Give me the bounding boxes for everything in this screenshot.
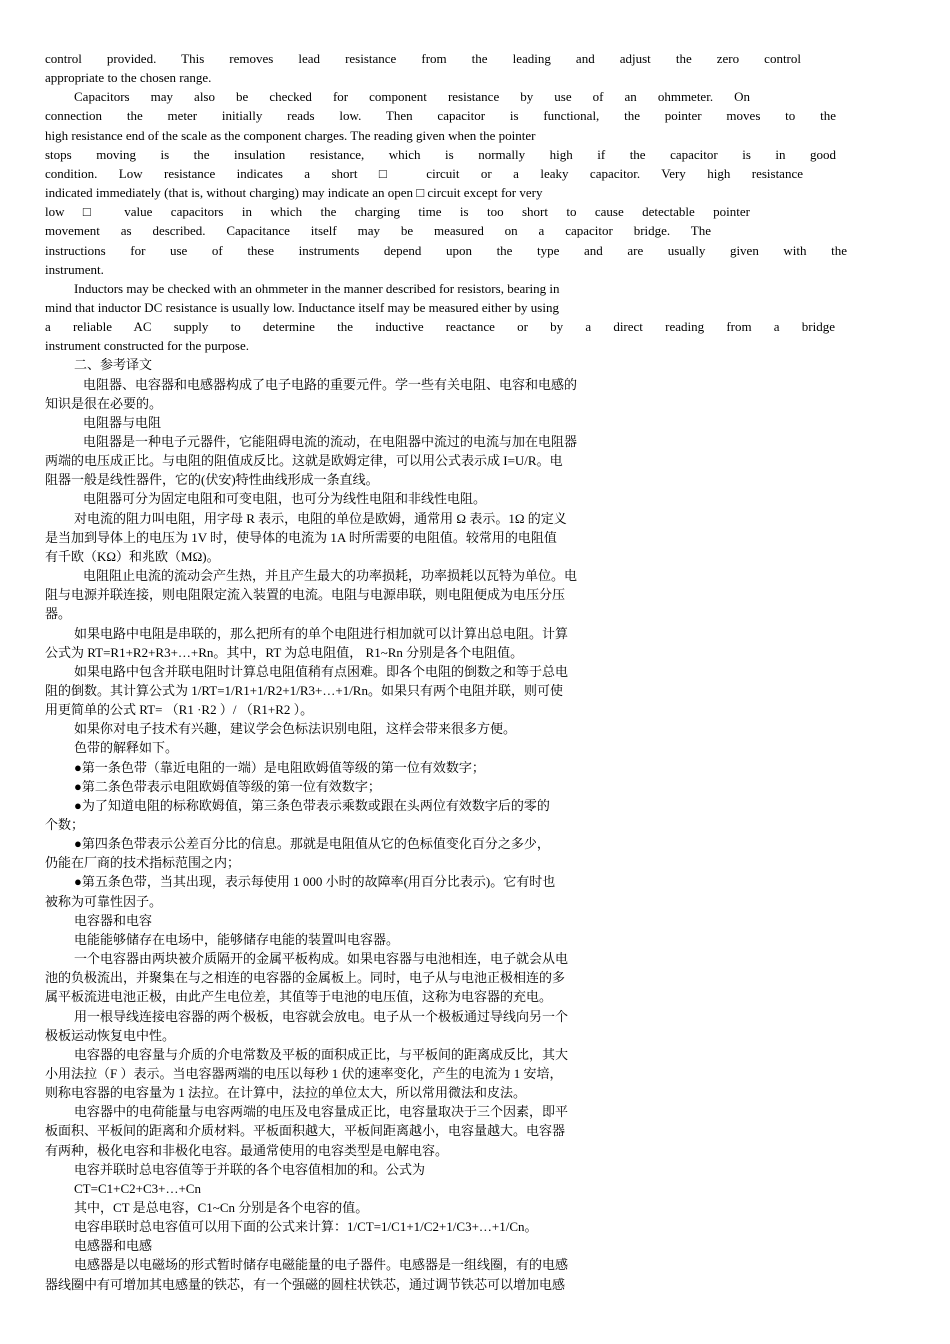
text-line: 器线圈中有可增加其电感量的铁芯，有一个强磁的圆柱状铁芯，通过调节铁芯可以增加电感 xyxy=(45,1276,566,1292)
text-line: appropriate to the chosen range. xyxy=(45,70,212,86)
text-line: ●第五条色带，当其出现，表示每使用 1 000 小时的故障率(用百分比表示)。它有时也 xyxy=(74,874,556,890)
text-line: 阻器一般是线性器件，它的(伏安)特性曲线形成一条直线。 xyxy=(45,472,379,488)
text-line: 电容器和电容 xyxy=(74,912,153,928)
text-line: 被称为可靠性因子。 xyxy=(45,893,163,909)
text-line: 电阻器、电容器和电感器构成了电子电路的重要元件。学一些有关电阻、电容和电感的 xyxy=(83,376,578,392)
text-line: instructions for use of these instruments depend upon the type and are usually given with the xyxy=(45,242,847,258)
text-line: 电容串联时总电容值可以用下面的公式来计算：1/CT=1/C1+1/C2+1/C3+…+1/Cn。 xyxy=(74,1219,538,1235)
text-line: 电阻器是一种电子元器件，它能阻碍电流的流动，在电阻器中流过的电流与加在电阻器 xyxy=(83,434,578,449)
text-line: 有两种，极化电容和非极化电容。最通常使用的电容类型是电解电容。 xyxy=(45,1142,449,1158)
text-line: 池的负极流出，并聚集在与之相连的电容器的金属板上。同时，电子从与电池正极相连的多 xyxy=(45,970,566,986)
text-line: movement as described. Capacitance itself may be measured on a capacitor bridge. The xyxy=(45,223,711,239)
text-line: 电容并联时总电容值等于并联的各个电容值相加的和。公式为 xyxy=(74,1161,426,1177)
text-line: instrument constructed for the purpose. xyxy=(45,338,249,354)
text-line: ●为了知道电阻的标称欧姆值，第三条色带表示乘数或跟在头两位有效数字后的零的 xyxy=(74,797,550,813)
text-line: indicated immediately (that is, without charging) may indicate an open □ circuit except for very xyxy=(45,185,543,200)
text-line: 电容器中的电荷能量与电容两端的电压及电容量成正比，电容量取决于三个因素，即平 xyxy=(74,1104,569,1120)
text-line: ●第四条色带表示公差百分比的信息。那就是电阻值从它的色标值变化百分之多少， xyxy=(74,836,550,852)
text-line: 如果电路中包含并联电阻时计算总电阻值稍有点困难。即各个电阻的倒数之和等于总电 xyxy=(74,663,569,679)
text-line: connection the meter initially reads low. Then capacitor is functional, the pointer moves to the xyxy=(45,108,836,124)
text-line: 如果电路中电阻是串联的，那么把所有的单个电阻进行相加就可以计算出总电阻。计算 xyxy=(74,625,569,641)
text-line: 对电流的阻力叫电阻，用字母 R 表示，电阻的单位是欧姆，通常用 Ω 表示。1Ω 的定义 xyxy=(74,510,567,526)
text-line: low □ value capacitors in which the charging time is too short to cause detectable pointer xyxy=(45,204,750,220)
text-line: 板面积、平板间的距离和介质材料。平板面积越大，平板间距离越小，电容量越大。电容器 xyxy=(45,1123,566,1139)
text-line: 则称电容器的电容量为 1 法拉。在计算中，法拉的单位太大，所以常用微法和皮法。 xyxy=(45,1085,527,1101)
text-line: a reliable AC supply to determine the inductive reactance or by a direct reading from a bridge xyxy=(45,319,835,335)
text-line: 其中，CT 是总电容，C1~Cn 分别是各个电容的值。 xyxy=(74,1200,369,1215)
text-line: Inductors may be checked with an ohmmeter in the manner described for resistors, bearing in xyxy=(74,280,560,296)
text-line: 属平板流进电池正极，由此产生电位差，其值等于电池的电压值，这称为电容器的充电。 xyxy=(45,989,553,1005)
text-line: 公式为 RT=R1+R2+R3+…+Rn。其中，RT 为总电阻值， R1~Rn 分别是各个电阻值。 xyxy=(45,644,524,660)
text-line: 二、参考译文 xyxy=(74,357,153,373)
text-line: instrument. xyxy=(45,261,104,277)
text-line: control provided. This removes lead resistance from the leading and adjust the zero control xyxy=(45,51,801,66)
text-line: 个数； xyxy=(45,817,85,832)
text-line: mind that inductor DC resistance is usually low. Inductance itself may be measured either by using xyxy=(45,299,559,315)
text-line: 阻的倒数。其计算公式为 1/RT=1/R1+1/R2+1/R3+…+1/Rn。如果只有两个电阻并联，则可使 xyxy=(45,682,563,698)
text-line: 电感器和电感 xyxy=(74,1238,153,1254)
text-line: 小用法拉（F ）表示。当电容器两端的电压以每秒 1 伏的速率变化，产生的电流为 1 安培， xyxy=(45,1065,563,1081)
text-line: ●第一条色带（靠近电阻的一端）是电阻欧姆值等级的第一位有效数字； xyxy=(74,759,485,775)
text-line: high resistance end of the scale as the component charges. The reading given when the pointer xyxy=(45,127,536,143)
text-line: 知识是很在必要的。 xyxy=(45,395,163,411)
text-line: 电能能够储存在电场中，能够储存电能的装置叫电容器。 xyxy=(74,931,400,947)
text-line: 器。 xyxy=(45,606,72,622)
text-line: 如果你对电子技术有兴趣，建议学会色标法识别电阻，这样会带来很多方便。 xyxy=(74,721,517,737)
text-line: 用一根导线连接电容器的两个极板，电容就会放电。电子从一个极板通过导线向另一个 xyxy=(74,1008,569,1024)
text-line: condition. Low resistance indicates a short □ circuit or a leaky capacitor. Very high resistance xyxy=(45,165,803,181)
text-line: 电容器的电容量与介质的介电常数及平板的面积成正比，与平板间的距离成反比，其大 xyxy=(74,1046,569,1062)
text-line: Capacitors may also be checked for component resistance by use of an ohmmeter. On xyxy=(74,89,750,105)
text-line: 一个电容器由两块被介质隔开的金属平板构成。如果电容器与电池相连，电子就会从电 xyxy=(74,951,569,966)
text-line: stops moving is the insulation resistance, which is normally high if the capacitor is in good xyxy=(45,146,836,162)
text-line: 电感器是以电磁场的形式暂时储存电磁能量的电子器件。电感器是一组线圈，有的电感 xyxy=(74,1257,569,1273)
text-line: 有千欧（KΩ）和兆欧（MΩ)。 xyxy=(45,548,220,564)
text-line: 色带的解释如下。 xyxy=(74,740,179,756)
text-line: 电阻器与电阻 xyxy=(83,414,162,430)
text-line: 极板运动恢复电中性。 xyxy=(45,1027,176,1043)
text-line: 用更简单的公式 RT= （R1 ·R2 ）/ （R1+R2 ）。 xyxy=(45,702,314,718)
text-line: 两端的电压成正比。与电阻的阻值成反比。这就是欧姆定律，可以用公式表示成 I=U/R。电 xyxy=(45,453,563,469)
text-line: 电阻阻止电流的流动会产生热，并且产生最大的功率损耗，功率损耗以瓦特为单位。电 xyxy=(83,568,578,583)
text-line: 阻与电源并联连接，则电阻限定流入装置的电流。电阻与电源串联，则电阻便成为电压分压 xyxy=(45,587,566,603)
text-line: 是当加到导体上的电压为 1V 时，使导体的电流为 1A 时所需要的电阻值。较常用的电阻值 xyxy=(45,529,557,545)
text-line: 电阻器可分为固定电阻和可变电阻，也可分为线性电阻和非线性电阻。 xyxy=(83,491,487,507)
text-line: CT=C1+C2+C3+…+Cn xyxy=(74,1180,201,1196)
text-line: ●第二条色带表示电阻欧姆值等级的第一位有效数字； xyxy=(74,778,381,794)
text-line: 仍能在厂商的技术指标范围之内； xyxy=(45,855,241,871)
